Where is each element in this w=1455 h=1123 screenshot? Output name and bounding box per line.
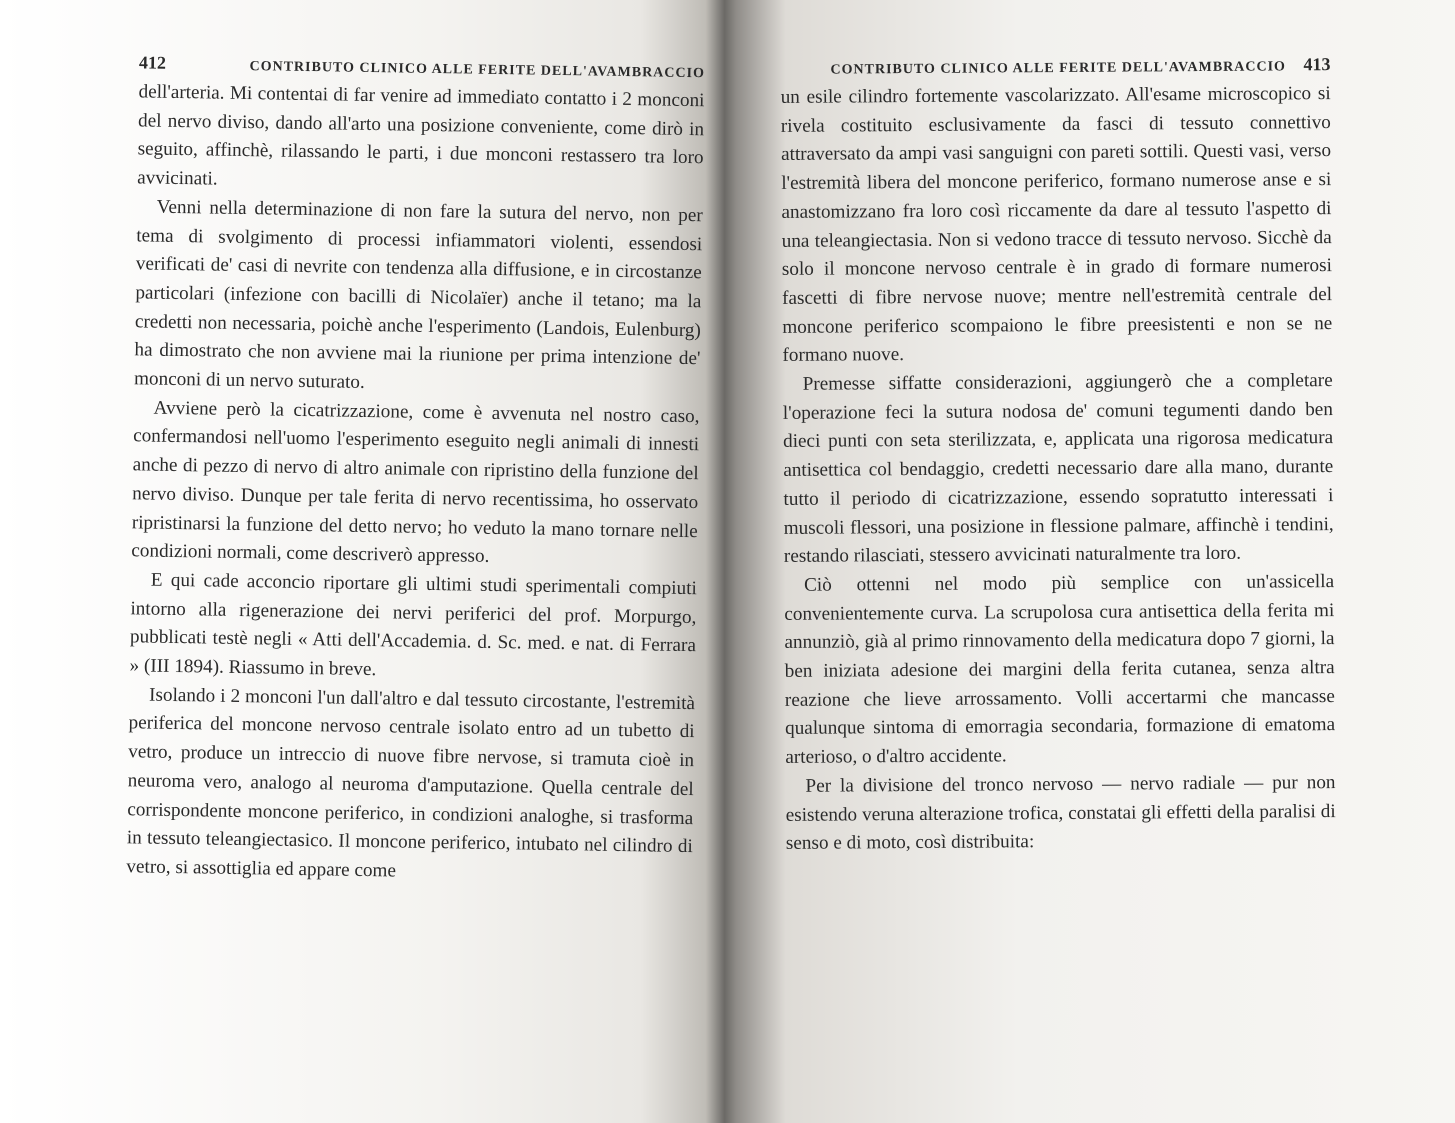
left-paragraph-4: E qui cade acconcio riportare gli ultimi studi sperimentali compiuti intorno alla rigenerazione dei nervi periferici del prof. Morpurgo, pubblicati testè negli « Atti dell'Accademia. d. Sc. med. e nat. di Ferrara » (III 1894). Riassumo in breve. (129, 569, 697, 681)
left-page (104, 0, 718, 891)
left-paragraph-5: Isolando i 2 monconi l'un dall'altro e dal tessuto circostante, l'estremità periferica del moncone nervoso centrale isolato entro ad un tubetto di vetro, produce un intreccio di nuove fibre nervose, si tramuta cioè in neuroma vero, analogo al neuroma d'amputazione. Quella centrale del corrispondente moncone periferico, in condizioni analoghe, si trasforma in tessuto teleangiectasico. Il moncone periferico, intubato nel cilindro di vetro, si assottiglia ed appare come (126, 684, 696, 882)
right-running-head: CONTRIBUTO CLINICO ALLE FERITE DELL'AVAMBRACCIO (830, 59, 1286, 78)
right-paragraph-3: Ciò ottenni nel modo più semplice con un'assicella convenientemente curva. La scrupolosa cura antisettica della ferita mi annunziò, già al primo rinnovamento della medicatura dopo 7 giorni, la ben iniziata adesione dei margini della ferita cutanea, senza altra reazione che lieve arrossamento. Volli accertarmi che mancasse qualunque sintoma di emorragia secondaria, formazione di ematoma arterioso, o d'altro accidente. (784, 571, 1336, 769)
left-paragraph-3: Avviene però la cicatrizzazione, come è avvenuta nel nostro caso, confermandosi nell'uomo l'esperimento eseguito negli animali di innesti anche di pezzo di nervo di altro animale con ripristino della funzione del nervo diviso. Dunque per tale ferita di nervo recentissima, ho osservato ripristinarsi la funzione del detto nervo; ho veduto la mano tornare nelle condizioni normali, come descriverò appresso. (131, 397, 700, 568)
right-paragraph-2: Premesse siffatte considerazioni, aggiungerò che a completare l'operazione feci la sutura nodosa de' comuni tegumenti dando ben dieci punti con seta sterilizzata, e, applicata una rigorosa medicatura antisettica col bendaggio, credetti necessario dare alla mano, durante tutto il periodo di cicatrizzazione, essendo sopratutto interessati i muscoli flessori, una posizione in flessione palmare, affinchè i tendini, restando rilasciati, stessero avvicinati naturalmente tra loro. (782, 370, 1334, 568)
right-page-number: 413 (1303, 54, 1331, 75)
right-paragraph-4: Per la divisione del tronco nervoso — nervo radiale — pur non esistendo veruna alterazione trofica, constatai gli effetti della paralisi di senso e di moto, così distribuita: (785, 771, 1336, 855)
right-running-header (770, 54, 1330, 84)
right-paragraph-1: un esile cilindro fortemente vascolarizzato. All'esame microscopico si rivela costituito esclusivamente da fasci di tessuto connettivo attraversato da ampi vasi sanguigni con pareti sottili. Questi vasi, verso l'estremità libera del moncone periferico, formano numerose anse e si anastomizzano fra loro così riccamente da dare al tessuto l'aspetto di una teleangiectasia. Non si vedono tracce di tessuto nervoso. Sicchè da solo il moncone nervoso centrale è in grado di formare numerosi fascetti di fibre nervose nuove; mentre nell'estremità centrale del moncone periferico scompaiono le fibre preesistenti e non se ne formano nuove. (780, 83, 1333, 367)
left-paragraph-2: Venni nella determinazione di non fare la sutura del nervo, non per tema di svolgimento di processi infiammatori violenti, essendosi verificati de' casi di nevrite con tendenza alla diffusione, e in circostanze particolari (infezione con bacilli di Nicolaïer) anche il tetano; ma la credetti non necessaria, poichè anche l'esperimento (Landois, Eulenburg) ha dimostrato che non avviene mai la riunione per prima intenzione de' monconi di un nervo suturato. (133, 196, 703, 393)
left-page-number: 412 (138, 52, 167, 73)
right-page-body (771, 80, 1336, 859)
left-paragraph-1: dell'arteria. Mi contentai di far venire ad immediato contatto i 2 monconi del nervo diviso, dando all'arto una posizione conveniente, come dirò in seguito, affinchè, rilassando le parti, i due monconi restassero tra loro avvicinati. (137, 81, 705, 190)
left-running-head: CONTRIBUTO CLINICO ALLE FERITE DELL'AVAMBRACCIO (249, 59, 706, 82)
right-page (770, 0, 1336, 859)
left-page-body (104, 78, 717, 891)
